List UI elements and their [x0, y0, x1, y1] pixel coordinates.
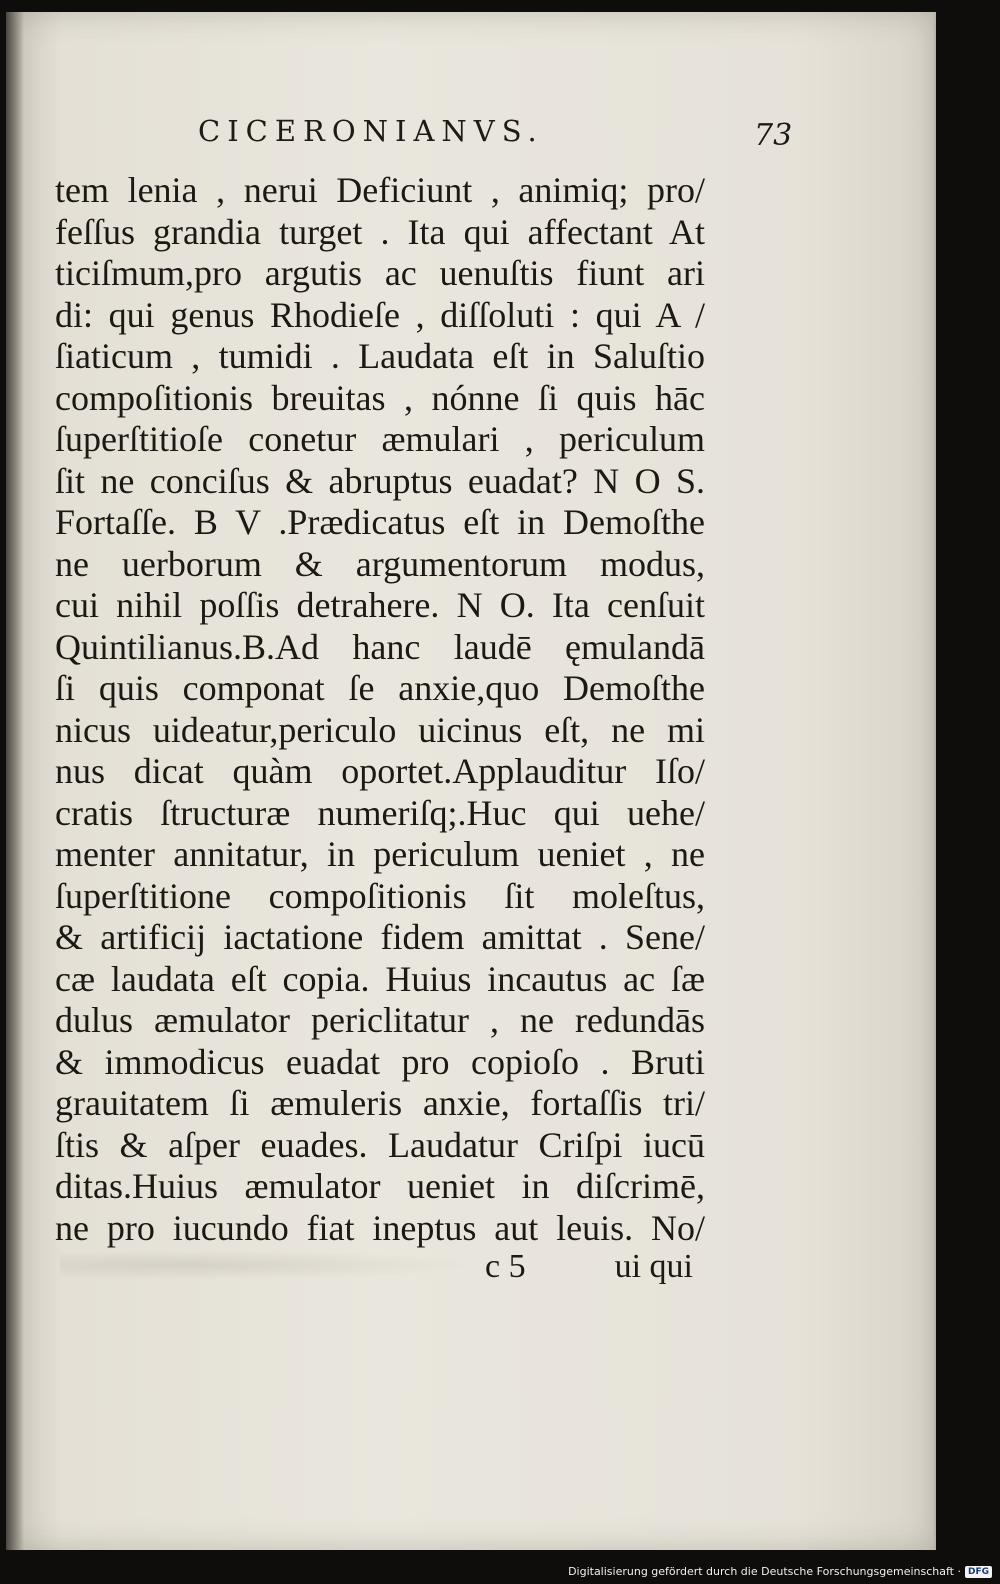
text-line: ſi quis componat ſe anxie,quo Demoſthe: [55, 668, 705, 708]
text-line: cratis ſtructuræ numeriſq;.Huc qui uehe/: [55, 792, 705, 833]
text-line: grauitatem ſi æmuleris anxie, fortaſſis tri/: [55, 1083, 705, 1123]
text-line: Quintilianus.B.Ad hanc laudē ęmulandā: [55, 626, 705, 667]
signature-mark: c 5: [485, 1248, 526, 1285]
text-line: nicus uideatur,periculo uicinus eſt, ne mi: [55, 709, 705, 750]
running-title: CICERONIANVS.: [198, 114, 544, 148]
text-line: feſſus grandia turget . Ita qui affectant At: [55, 211, 705, 252]
text-line: tem lenia , nerui Deficiunt , animiq; pro/: [55, 170, 705, 210]
page-gutter: [6, 12, 24, 1550]
text-line: compoſitionis breuitas , nónne ſi quis hāc: [55, 377, 705, 418]
dfg-logo-icon: DFG: [965, 1566, 992, 1578]
catchline: [485, 1248, 693, 1286]
text-line: ſuperſtitione compoſitionis ſit moleſtus,: [55, 875, 705, 916]
text-line: ne uerborum & argumentorum modus,: [55, 543, 705, 584]
text-line: cæ laudata eſt copia. Huius incautus ac ſæ: [55, 958, 705, 999]
text-line: dulus æmulator periclitatur , ne redundās: [55, 1000, 705, 1040]
text-line: Fortaſſe. B V .Prædicatus eſt in Demoſthe: [55, 502, 705, 542]
text-line: nus dicat quàm oportet.Applauditur Iſo/: [55, 751, 705, 791]
body-text: [55, 170, 705, 1249]
text-line: menter annitatur, in periculum ueniet , ne: [55, 834, 705, 874]
text-line: di: qui genus Rhodieſe , diſſoluti : qui A /: [55, 294, 705, 335]
text-line: ditas.Huius æmulator ueniet in diſcrimē,: [55, 1166, 705, 1206]
credit-text: Digitalisierung gefördert durch die Deutsche Forschungsgemeinschaft ·: [568, 1565, 961, 1578]
page-number: 73: [754, 118, 793, 153]
text-line: & immodicus euadat pro copioſo . Bruti: [55, 1041, 705, 1082]
digitization-credit: [568, 1565, 992, 1578]
text-line: ſit ne conciſus & abruptus euadat? N O S.: [55, 460, 705, 501]
text-line: ticiſmum,pro argutis ac uenuſtis fiunt ari: [55, 253, 705, 293]
text-line: ſiaticum , tumidi . Laudata eſt in Saluſtio: [55, 336, 705, 376]
text-line: cui nihil poſſis detrahere. N O. Ita cenſuit: [55, 585, 705, 625]
text-line: ſuperſtitioſe conetur æmulari , periculum: [55, 419, 705, 459]
text-line: ne pro iucundo fiat ineptus aut leuis. No/: [55, 1207, 705, 1248]
text-line: & artificij iactatione fidem amittat . Sene/: [55, 917, 705, 957]
ink-bleed-through: [60, 1250, 480, 1280]
text-line: ſtis & aſper euades. Laudatur Criſpi iucū: [55, 1124, 705, 1165]
catchword: ui qui: [614, 1248, 693, 1285]
